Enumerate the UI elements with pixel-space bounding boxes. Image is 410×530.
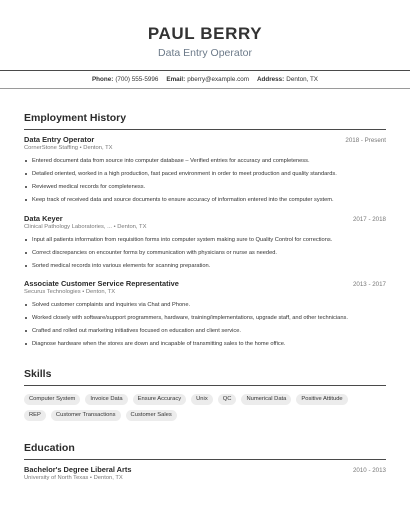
job-title: Data Keyer (24, 213, 63, 223)
job-bullet: Reviewed medical records for completeness. (24, 184, 386, 191)
skill-tag: Positive Attitude (296, 394, 347, 405)
skill-tag: QC (218, 394, 237, 405)
school-name: University of North Texas • Denton, TX (24, 474, 123, 481)
employment-heading: Employment History (24, 112, 127, 124)
candidate-name: PAUL BERRY (147, 24, 263, 43)
education-heading: Education (24, 441, 75, 454)
job-bullet: Sorted medical records into various elements for scanning preparation. (24, 263, 386, 270)
skills-list (24, 394, 374, 421)
education-dates: 2010 - 2013 (352, 466, 386, 474)
resume-content (0, 112, 410, 481)
job-bullet: Input all patients information from requisition forms into computer system making sure to Quality Control for corrections. (24, 237, 386, 244)
job-bullet: Crafted and rolled out marketing initiatives focused on education and client service. (24, 328, 386, 335)
job-company: CornerStone Staffing • Denton, TX (24, 145, 113, 151)
job-bullet: Detailed oriented, worked in a high production, fast paced environment in order to meet production and quality standards. (24, 171, 386, 178)
job-bullet: Entered document data from source into computer database – Verified entries for accuracy and completeness. (24, 158, 386, 165)
employment-divider (24, 129, 386, 130)
phone-value: (700) 555-5996 (115, 76, 159, 83)
education-header-row (24, 465, 386, 474)
email-label: Email: (166, 76, 186, 83)
resume-header (0, 0, 410, 60)
job-header-row (24, 214, 386, 223)
phone-label: Phone: (91, 76, 114, 83)
job-bullet: Solved customer complaints and inquiries via Chat and Phone. (24, 302, 386, 309)
address-label: Address: (256, 76, 285, 83)
job-dates: 2017 - 2018 (352, 215, 386, 223)
job-bullet: Keep track of received data and source documents to ensure accuracy of information entered into the computer system. (24, 197, 386, 204)
skill-tag: Numerical Data (241, 394, 291, 405)
job-dates: 2018 - Present (345, 137, 386, 144)
job-entry (24, 279, 386, 348)
skills-section (24, 368, 386, 421)
job-bullet: Worked closely with software/support programmers, hardware, training/implementations, upgrade staff, and other technicians. (24, 315, 386, 322)
address-value: Denton, TX (286, 76, 319, 83)
skill-tag: REP (24, 410, 46, 421)
email-value: pberry@example.com (187, 76, 249, 83)
job-header-row (24, 279, 386, 288)
job-title: Associate Customer Service Representative (24, 279, 179, 288)
education-divider (24, 459, 386, 460)
skill-tag: Customer Transactions (51, 410, 121, 421)
degree-name: Bachelor's Degree Liberal Arts (24, 464, 132, 474)
job-bullets (24, 302, 386, 348)
contact-phone (92, 76, 158, 83)
skills-heading: Skills (24, 367, 52, 380)
job-bullet: Diagnose hardware when the stores are down and incapable of transmitting sales to the home office. (24, 341, 386, 348)
job-header-row (24, 135, 386, 144)
education-entry (24, 465, 386, 481)
job-title: Data Entry Operator (24, 135, 95, 144)
contact-email (166, 76, 249, 83)
job-bullets (24, 158, 386, 204)
job-bullet: Correct discrepancies on encounter forms by communication with physicians or nurse as needed. (24, 250, 386, 257)
education-section (24, 442, 386, 481)
skill-tag: Computer System (24, 394, 80, 405)
job-company: Securus Technologies • Denton, TX (24, 289, 116, 295)
job-entry (24, 214, 386, 270)
job-dates: 2013 - 2017 (352, 281, 386, 288)
skills-divider (24, 385, 386, 386)
candidate-title: Data Entry Operator (158, 47, 252, 59)
skill-tag: Unix (191, 394, 213, 405)
job-bullets (24, 237, 386, 270)
contact-bar (0, 70, 410, 89)
skill-tag: Invoice Data (85, 394, 127, 405)
employment-section (24, 112, 386, 348)
skill-tag: Customer Sales (126, 410, 177, 421)
contact-address (257, 76, 318, 83)
job-company: Clinical Pathology Laboratories, ... • Denton, TX (24, 223, 147, 230)
job-entry (24, 135, 386, 204)
skill-tag: Ensure Accuracy (133, 394, 187, 405)
